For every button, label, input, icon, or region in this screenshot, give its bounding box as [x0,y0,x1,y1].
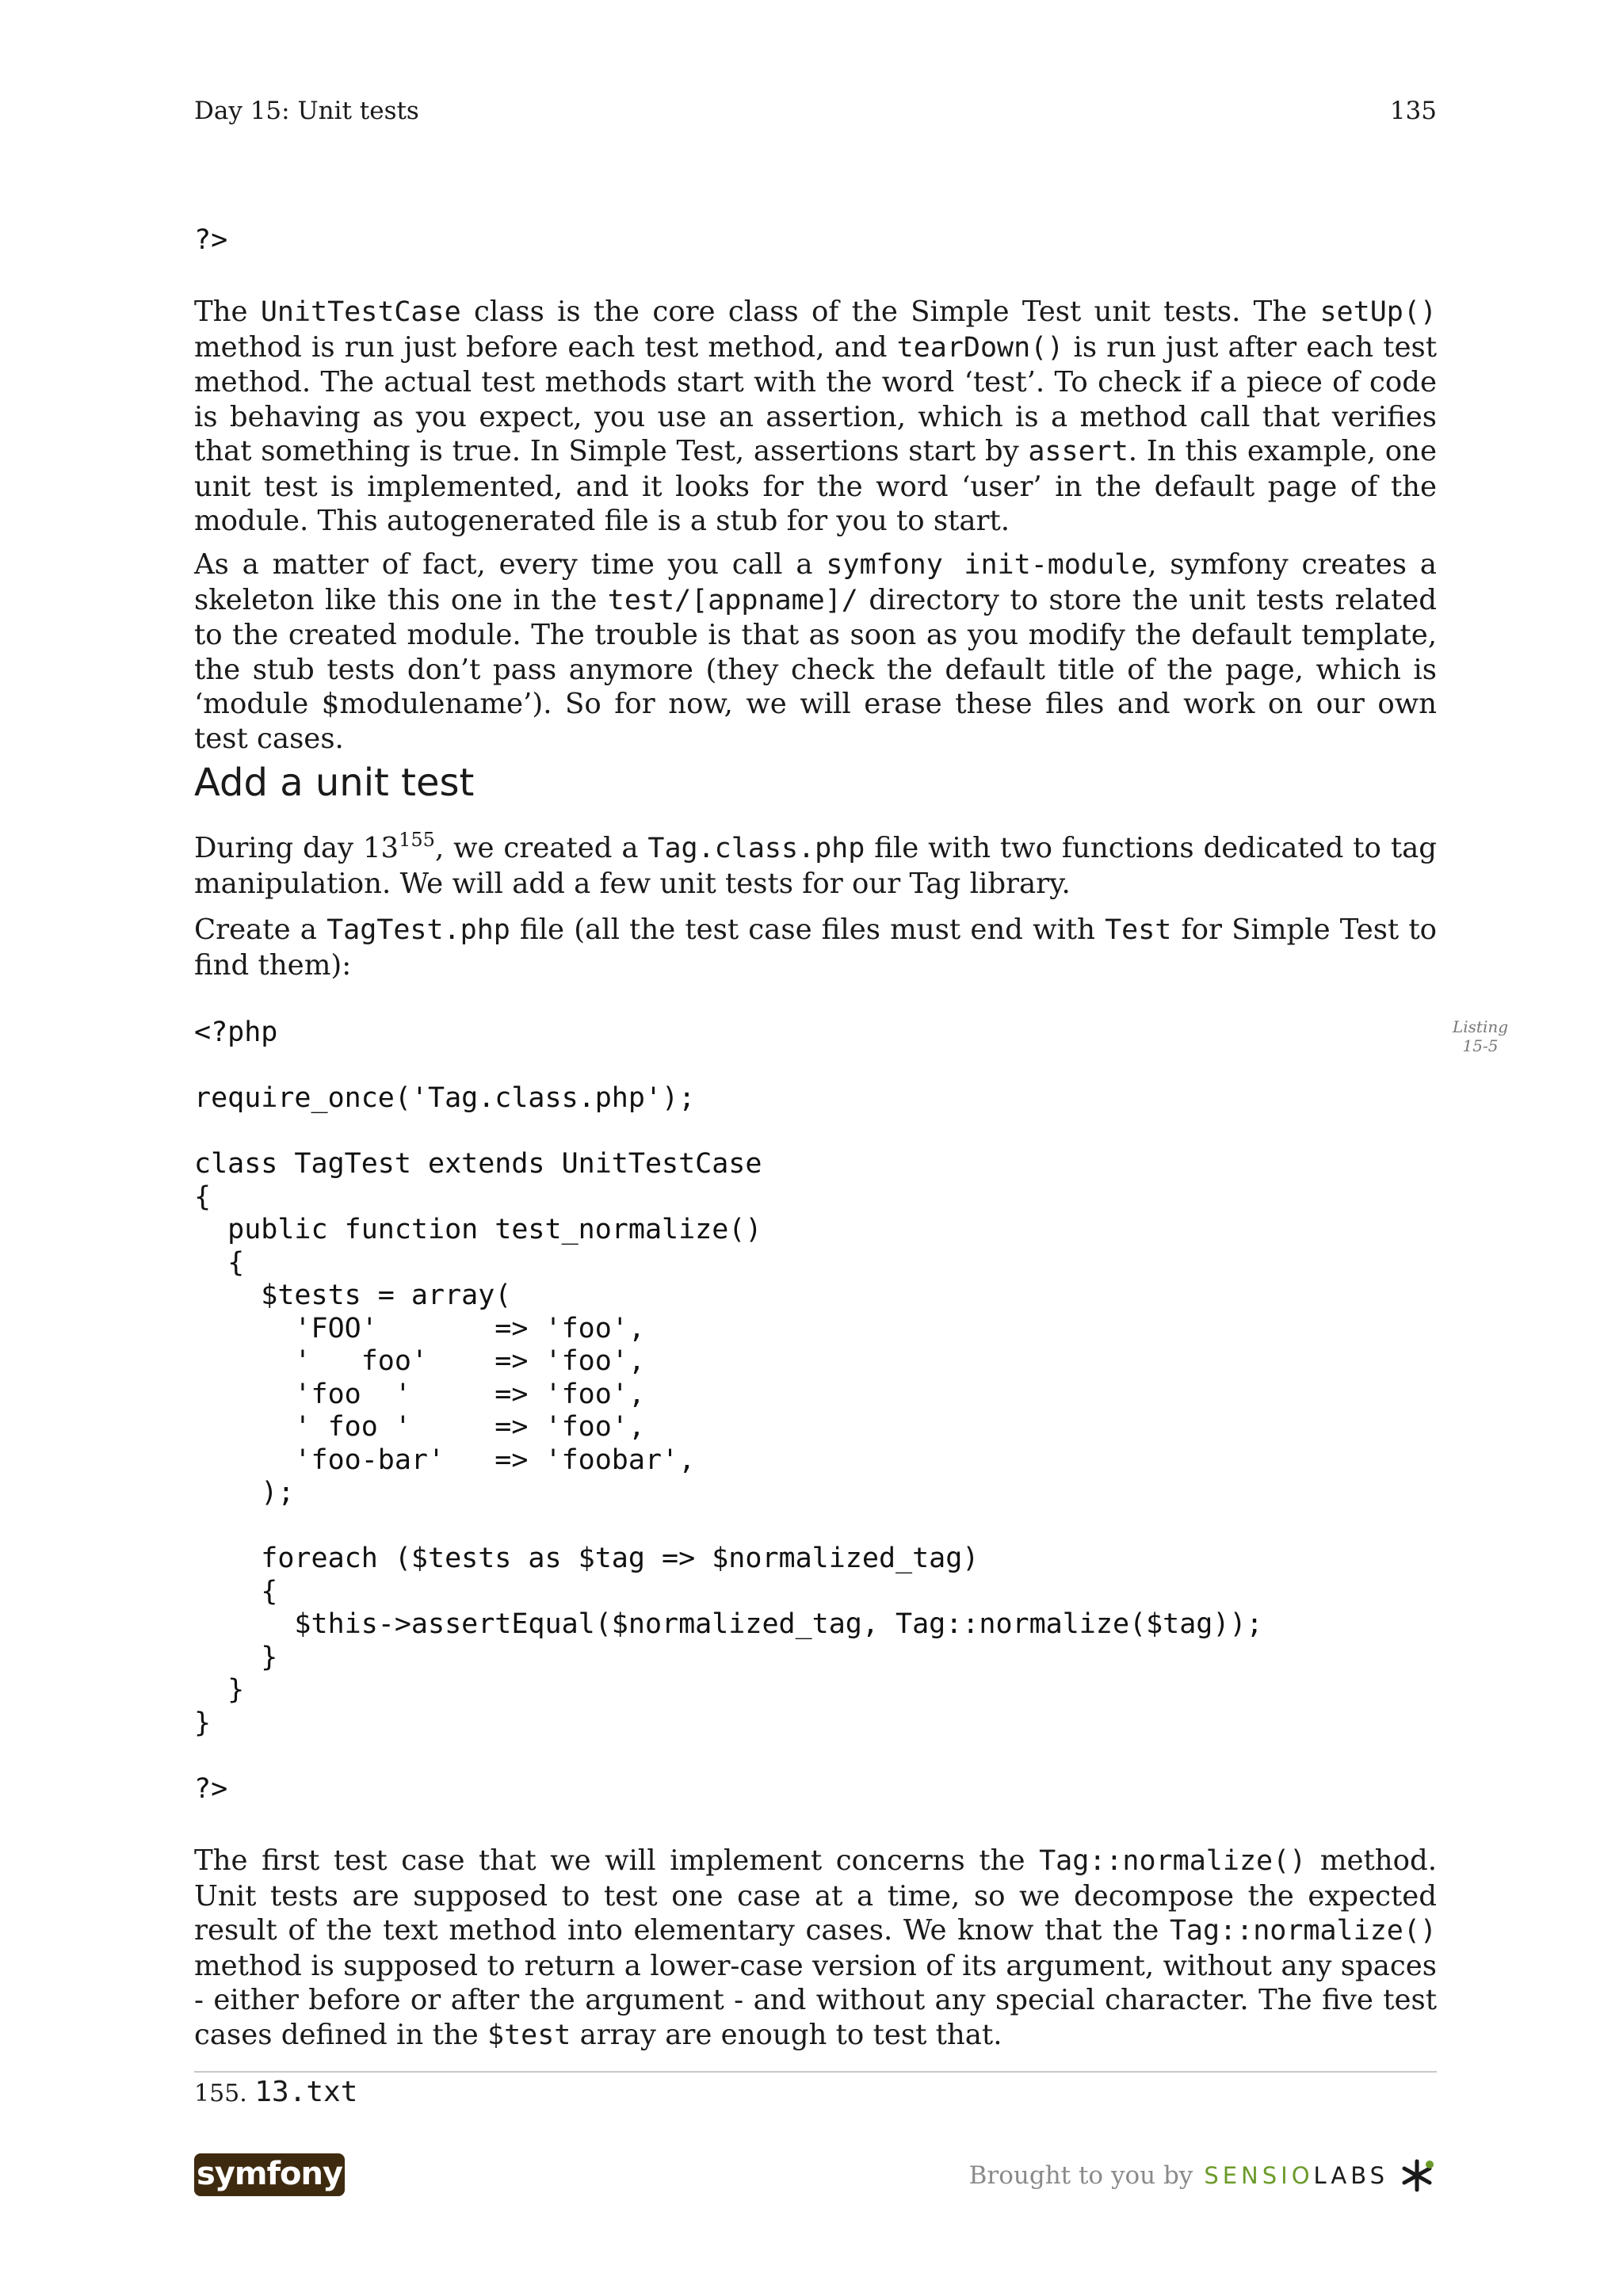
inline-code: assert [1028,436,1128,467]
inline-code: $test [487,2019,571,2051]
paragraph-normalize: The first test case that we will implement concerns the Tag::normalize() method. Unit tests are supposed to test one case at a time, so we decompose the expected result of the text method into elementary cases. We know that the Tag::normalize() method is supposed to return a lower-case version of its argument, without any spaces - either before or after the argument - and without any special character. The five test cases defined in the $test array are enough to test that. [194,1844,1438,2051]
footnote-number: 155. [194,2080,247,2107]
chapter-title: Day 15: Unit tests [194,97,419,125]
inline-code: UnitTestCase [260,296,461,328]
symfony-logo: symfony [194,2153,345,2196]
inline-code: Tag::normalize() [1169,1915,1437,1947]
footnote-ref: 155 [399,829,435,851]
page-number: 135 [1389,97,1437,125]
paragraph-tagtest-file: Create a TagTest.php file (all the test case files must end with Test for Simple Test to find them): [194,913,1437,982]
section-heading: Add a unit test [194,761,475,805]
sensiolabs-logo: SENSIOLABS [1204,2162,1388,2189]
sensiolabs-asterisk-icon [1400,2158,1434,2193]
sponsor-credit [969,2153,1434,2198]
inline-code: Tag::normalize() [1039,1845,1307,1877]
paragraph-tag-library: During day $13^{155}$, we created a Tag.class.php file with two functions dedicated to tag manipulation. We will add a few unit tests for our Tag library. [194,829,1437,900]
inline-code: TagTest.php [327,914,510,946]
inline-code: symfony init-module [826,549,1148,581]
paragraph-unittestcase: The UnitTestCase class is the core class of the Simple Test unit tests. The setUp() method is run just before each test method, and tearDown() is run just after each test method. The actual test methods start with the word ‘test’. To check if a piece of code is behaving as you expect, you use an assertion, which is a method call that verifies that something is true. In Simple Test, assertions start by assert. In this example, one unit test is implemented, and it looks for the word ‘user’ in the default page of the module. This autogenerated file is a stub for you to start. [194,296,1438,537]
inline-code: setUp() [1319,296,1437,328]
inline-code: Tag.class.php [647,833,865,864]
listing-label: Listing 15-5 [1452,1017,1509,1055]
code-listing: <?php require_once('Tag.class.php'); class TagTest extends UnitTestCase { public function test_normalize() { $tests = array( 'FOO' => 'foo', ' foo' => 'foo', 'foo ' => 'foo', ' foo ' => 'foo', 'foo-bar' => 'foobar', ); foreach ($tests as $tag => $normalized_tag) { $this->assertEqual($normalized_tag, Tag::normalize($tag)); } } } ?> [194,1016,1263,1805]
paragraph-init-module: As a matter of fact, every time you call a symfony init-module, symfony creates a skeleton like this one in the test/[appname]/ directory to store the unit tests related to the created module. The trouble is that as soon as you modify the default template, the stub tests don’t pass anymore (they check the default title of the page, which is ‘module $modulename’). So for now, we will erase these files and work on our own test cases. [194,548,1438,755]
footnote-divider [194,2071,1437,2073]
footnote [194,2074,357,2112]
code-block-end: ?> [194,224,228,256]
footnote-link[interactable]: 13.txt [254,2076,358,2108]
inline-code: test/[appname]/ [607,584,858,616]
inline-code: Test [1105,914,1172,946]
running-head [194,97,1437,125]
inline-code: tearDown() [896,331,1064,364]
brought-to-you-text: Brought to you by [968,2161,1193,2190]
